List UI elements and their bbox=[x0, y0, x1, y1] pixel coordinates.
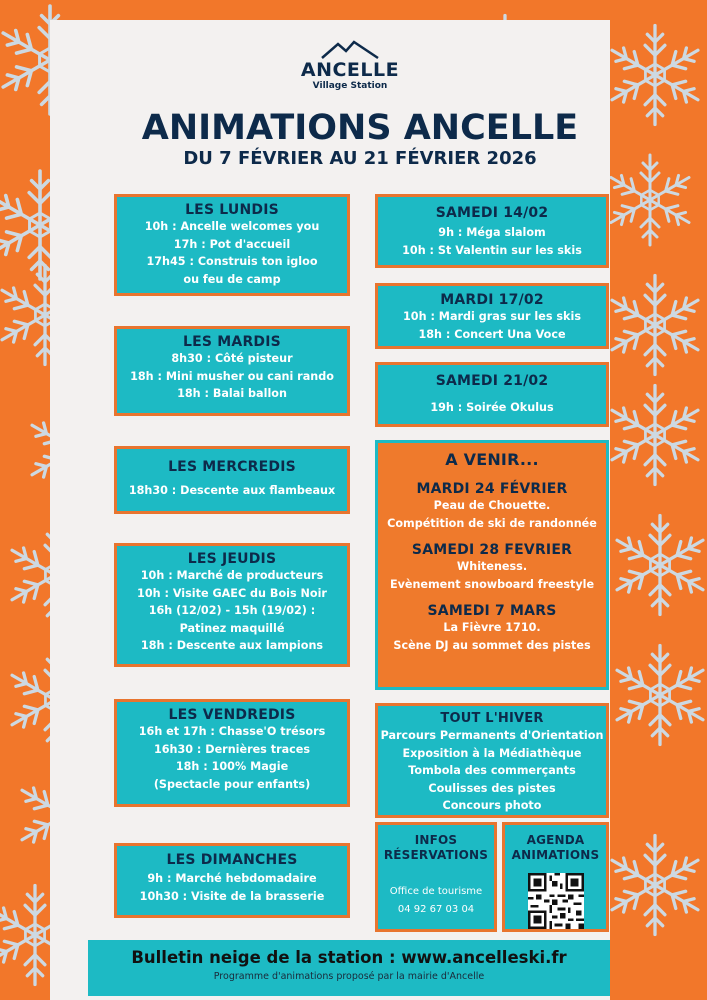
box-title: MARDI 17/02 bbox=[440, 292, 544, 308]
schedule-line: Patinez maquillé bbox=[179, 621, 285, 635]
schedule-line: 16h (12/02) - 15h (19/02) : bbox=[148, 604, 316, 617]
logo-name: ANCELLE bbox=[300, 59, 400, 81]
schedule-line: 17h45 : Construis ton igloo bbox=[146, 255, 318, 268]
infos-subtitle: RÉSERVATIONS bbox=[383, 848, 489, 862]
event-line: Evènement snowboard freestyle bbox=[389, 577, 595, 591]
schedule-box-mardis bbox=[114, 326, 350, 416]
schedule-box-lundis bbox=[114, 194, 350, 296]
schedule-box-samedi-21 bbox=[375, 362, 609, 427]
box-title: LES MERCREDIS bbox=[168, 459, 296, 475]
snowflake-icon bbox=[600, 270, 707, 380]
event-line: Scène DJ au sommet des pistes bbox=[393, 638, 591, 652]
schedule-line: 17h : Pot d'accueil bbox=[173, 237, 291, 251]
schedule-line: 9h : Marché hebdomadaire bbox=[147, 872, 317, 885]
schedule-line: 10h : St Valentin sur les skis bbox=[402, 243, 582, 257]
schedule-line: Concours photo bbox=[442, 799, 542, 812]
schedule-line: 10h : Marché de producteurs bbox=[140, 569, 324, 582]
snowflake-icon bbox=[600, 380, 707, 490]
schedule-line: Tombola des commerçants bbox=[408, 764, 576, 777]
schedule-line: 18h : 100% Magie bbox=[175, 760, 289, 773]
snowflake-icon bbox=[605, 510, 707, 620]
schedule-line: 18h : Concert Una Voce bbox=[418, 327, 566, 341]
all-winter-box bbox=[375, 703, 609, 818]
schedule-line: 18h : Descente aux lampions bbox=[140, 639, 324, 652]
schedule-box-vendredis bbox=[114, 699, 350, 807]
snowflake-icon bbox=[600, 830, 707, 940]
bulletin-link[interactable]: Bulletin neige de la station : www.ancelleski.fr bbox=[131, 948, 567, 967]
schedule-box-mardi-17 bbox=[375, 283, 609, 349]
schedule-line: 18h30 : Descente aux flambeaux bbox=[128, 484, 336, 497]
snowflake-icon bbox=[605, 640, 707, 750]
box-title: LES JEUDIS bbox=[187, 551, 277, 567]
schedule-line: 18h : Balai ballon bbox=[177, 387, 287, 400]
schedule-box-dimanches bbox=[114, 843, 350, 918]
upcoming-box bbox=[375, 440, 609, 690]
schedule-line: 10h : Mardi gras sur les skis bbox=[403, 310, 581, 323]
event-line: Peau de Chouette. bbox=[433, 499, 551, 512]
schedule-line: 18h : Mini musher ou cani rando bbox=[130, 369, 334, 383]
box-title: LES DIMANCHES bbox=[166, 852, 298, 868]
agenda-box bbox=[502, 822, 609, 932]
event-title: MARDI 24 FÉVRIER bbox=[416, 481, 568, 497]
footer-banner bbox=[88, 940, 610, 996]
agenda-subtitle: ANIMATIONS bbox=[511, 848, 600, 862]
event-title: SAMEDI 28 FEVRIER bbox=[411, 542, 573, 558]
box-title: SAMEDI 21/02 bbox=[435, 373, 549, 389]
schedule-line: 10h30 : Visite de la brasserie bbox=[139, 889, 325, 903]
schedule-line: 16h30 : Dernières traces bbox=[153, 742, 311, 756]
box-title: LES VENDREDIS bbox=[168, 707, 296, 723]
schedule-line: 9h : Méga slalom bbox=[438, 226, 546, 239]
infos-title: INFOS bbox=[414, 833, 458, 847]
event-title: SAMEDI 7 MARS bbox=[427, 603, 557, 619]
schedule-line: 16h et 17h : Chasse'O trésors bbox=[138, 725, 326, 738]
page-title: ANIMATIONS ANCELLE bbox=[141, 108, 579, 148]
schedule-line: 8h30 : Côté pisteur bbox=[171, 352, 293, 365]
footer-credit: Programme d'animations proposé par la mairie d'Ancelle bbox=[213, 971, 485, 982]
schedule-line: 10h : Visite GAEC du Bois Noir bbox=[137, 586, 327, 600]
event-line: Compétition de ski de randonnée bbox=[387, 516, 597, 530]
schedule-line: 19h : Soirée Okulus bbox=[430, 401, 554, 414]
logo-subtitle: Village Station bbox=[312, 81, 388, 91]
event-line: Whiteness. bbox=[456, 560, 528, 573]
qr-code[interactable] bbox=[528, 873, 584, 929]
schedule-line: ou feu de camp bbox=[183, 272, 281, 286]
ancelle-logo bbox=[290, 40, 410, 100]
infos-box bbox=[375, 822, 497, 932]
box-title: TOUT L'HIVER bbox=[440, 711, 544, 726]
agenda-title: AGENDA bbox=[526, 833, 585, 847]
box-title: SAMEDI 14/02 bbox=[435, 205, 549, 221]
box-title: LES MARDIS bbox=[183, 334, 281, 350]
upcoming-title: A VENIR... bbox=[445, 450, 539, 469]
mountain-icon bbox=[320, 40, 380, 60]
schedule-box-samedi-14 bbox=[375, 194, 609, 268]
page-subtitle: DU 7 FÉVRIER AU 21 FÉVRIER 2026 bbox=[183, 148, 537, 169]
box-title: LES LUNDIS bbox=[185, 202, 279, 218]
schedule-line: 10h : Ancelle welcomes you bbox=[144, 220, 320, 233]
schedule-line: (Spectacle pour enfants) bbox=[153, 777, 311, 791]
office-label: Office de tourisme bbox=[389, 886, 483, 897]
schedule-box-mercredis bbox=[114, 446, 350, 514]
schedule-line: Parcours Permanents d'Orientation bbox=[380, 729, 604, 742]
schedule-line: Coulisses des pistes bbox=[428, 781, 556, 795]
schedule-box-jeudis bbox=[114, 543, 350, 667]
schedule-line: Exposition à la Médiathèque bbox=[402, 746, 582, 760]
phone-number: 04 92 67 03 04 bbox=[397, 903, 475, 915]
event-line: La Fièvre 1710. bbox=[443, 621, 541, 634]
